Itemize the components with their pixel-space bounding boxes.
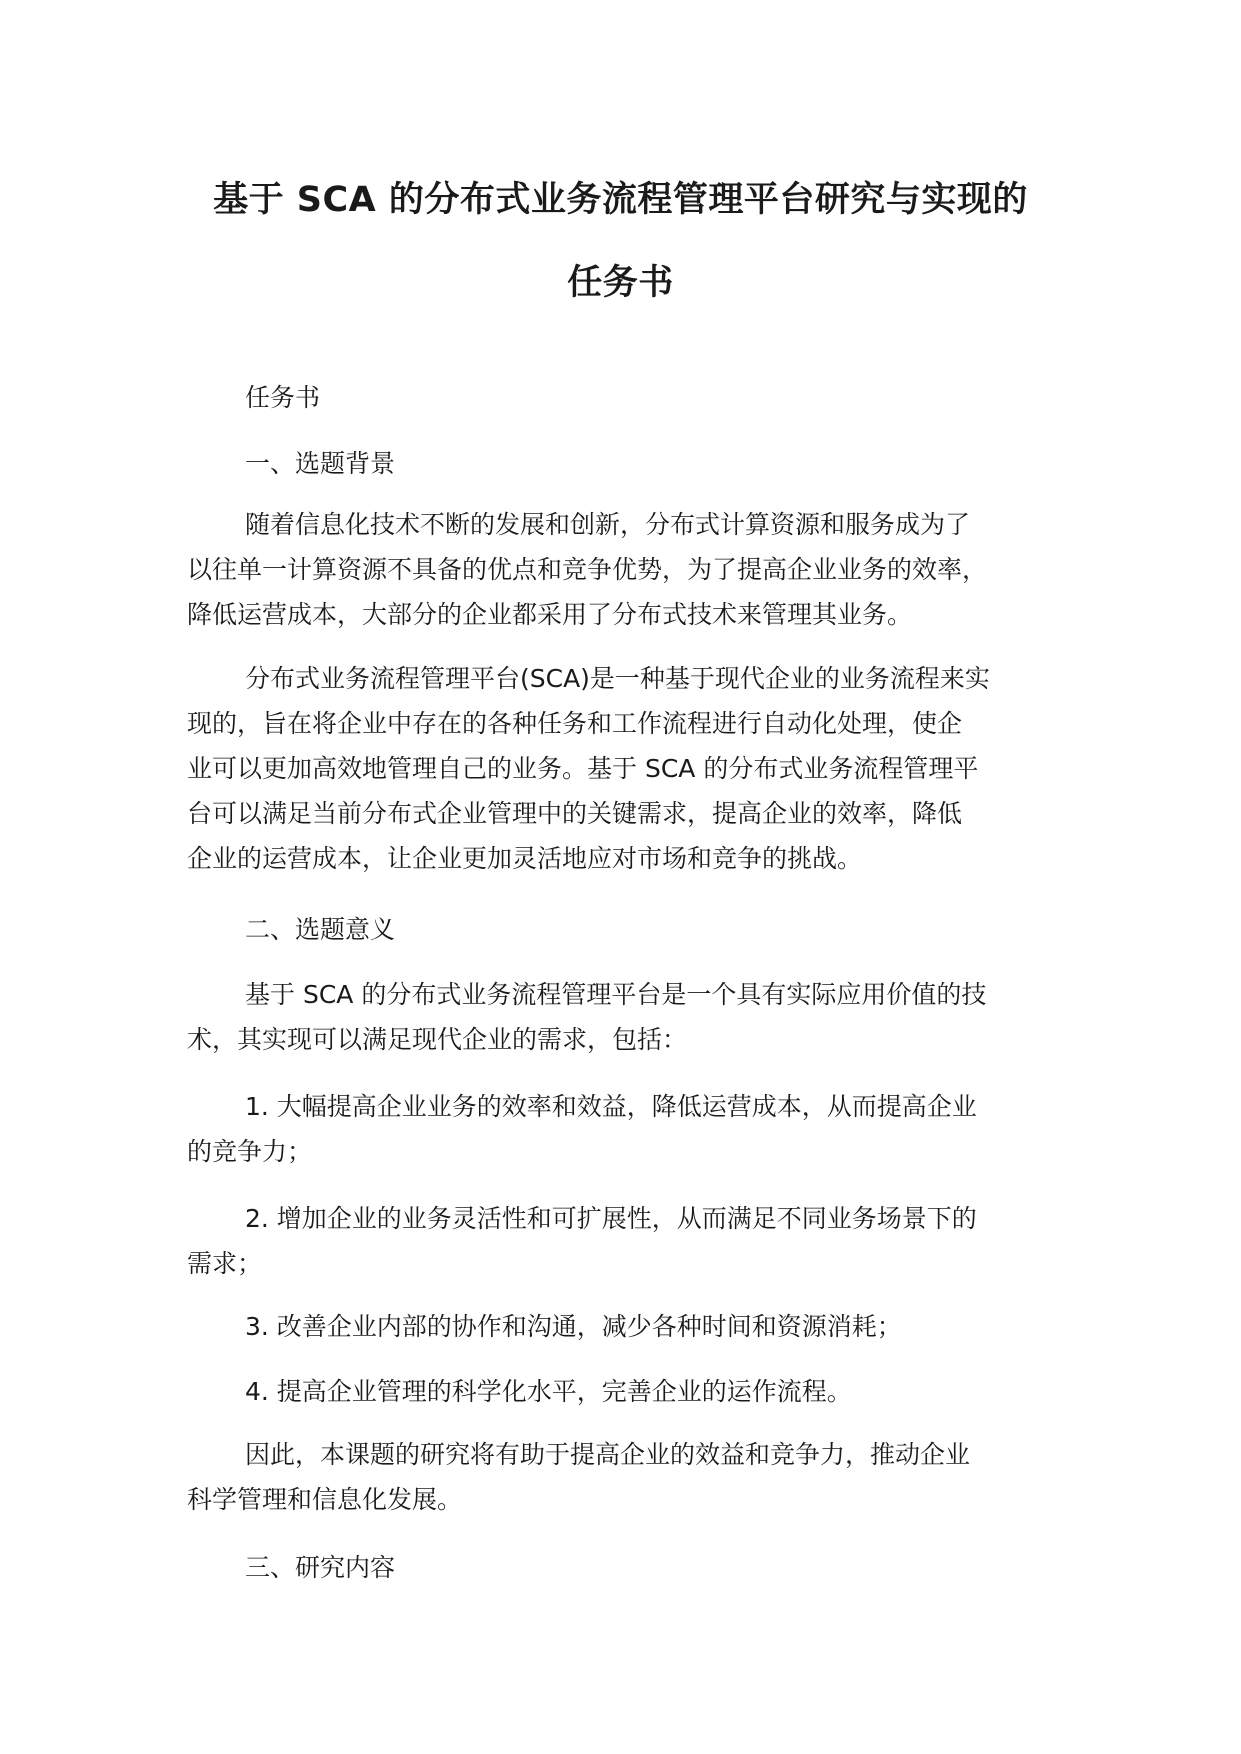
list-item-1 [187,1084,1087,1174]
paragraph-line: 以往单一计算资源不具备的优点和竞争优势，为了提高企业业务的效率， [187,555,988,584]
paragraph-line: 科学管理和信息化发展。 [187,1485,463,1514]
list-item-line: 4. 提高企业管理的科学化水平，完善企业的运作流程。 [245,1377,852,1406]
paragraph-line: 基于 SCA 的分布式业务流程管理平台是一个具有实际应用价值的技 [245,980,987,1009]
paragraph-background-2 [187,656,1087,881]
list-item-line: 需求； [187,1249,263,1278]
section-heading-significance [187,907,1087,952]
list-item-line: 2. 增加企业的业务灵活性和可扩展性，从而满足不同业务场景下的 [245,1204,977,1233]
list-item-line: 1. 大幅提高企业业务的效率和效益，降低运营成本，从而提高企业 [245,1092,977,1121]
list-item-line: 的竞争力； [187,1137,313,1166]
paragraph-line: 降低运营成本，大部分的企业都采用了分布式技术来管理其业务。 [187,600,913,629]
paragraph-conclusion [187,1432,1087,1522]
section-heading-background [187,441,1087,486]
paragraph-line: 随着信息化技术不断的发展和创新，分布式计算资源和服务成为了 [245,510,971,539]
paragraph-line: 因此，本课题的研究将有助于提高企业的效益和竞争力，推动企业 [245,1440,971,1469]
paragraph-significance [187,972,1087,1062]
paragraph-line: 台可以满足当前分布式企业管理中的关键需求，提高企业的效率，降低 [187,799,963,828]
paragraph-background-1 [187,502,1087,637]
document-title-line-1: 基于 SCA 的分布式业务流程管理平台研究与实现的 [213,180,1028,220]
paragraph-line: 现的，旨在将企业中存在的各种任务和工作流程进行自动化处理，使企 [187,709,963,738]
section-heading-background-text: 一、选题背景 [245,449,396,478]
document-title-line-2: 任务书 [567,263,674,303]
list-item-line: 3. 改善企业内部的协作和沟通，减少各种时间和资源消耗； [245,1312,902,1341]
task-heading-text: 任务书 [245,383,321,412]
list-item-3 [187,1304,1087,1349]
list-item-2 [187,1196,1087,1286]
paragraph-line: 业可以更加高效地管理自己的业务。基于 SCA 的分布式业务流程管理平 [187,754,979,783]
section-heading-research-content [187,1545,1087,1590]
task-heading [187,375,1087,420]
paragraph-line: 企业的运营成本，让企业更加灵活地应对市场和竞争的挑战。 [187,844,863,873]
paragraph-line: 术，其实现可以满足现代企业的需求，包括： [187,1025,688,1054]
section-heading-research-content-text: 三、研究内容 [245,1553,396,1582]
section-heading-significance-text: 二、选题意义 [245,915,396,944]
list-item-4 [187,1369,1087,1414]
paragraph-line: 分布式业务流程管理平台(SCA)是一种基于现代企业的业务流程来实 [245,664,990,693]
